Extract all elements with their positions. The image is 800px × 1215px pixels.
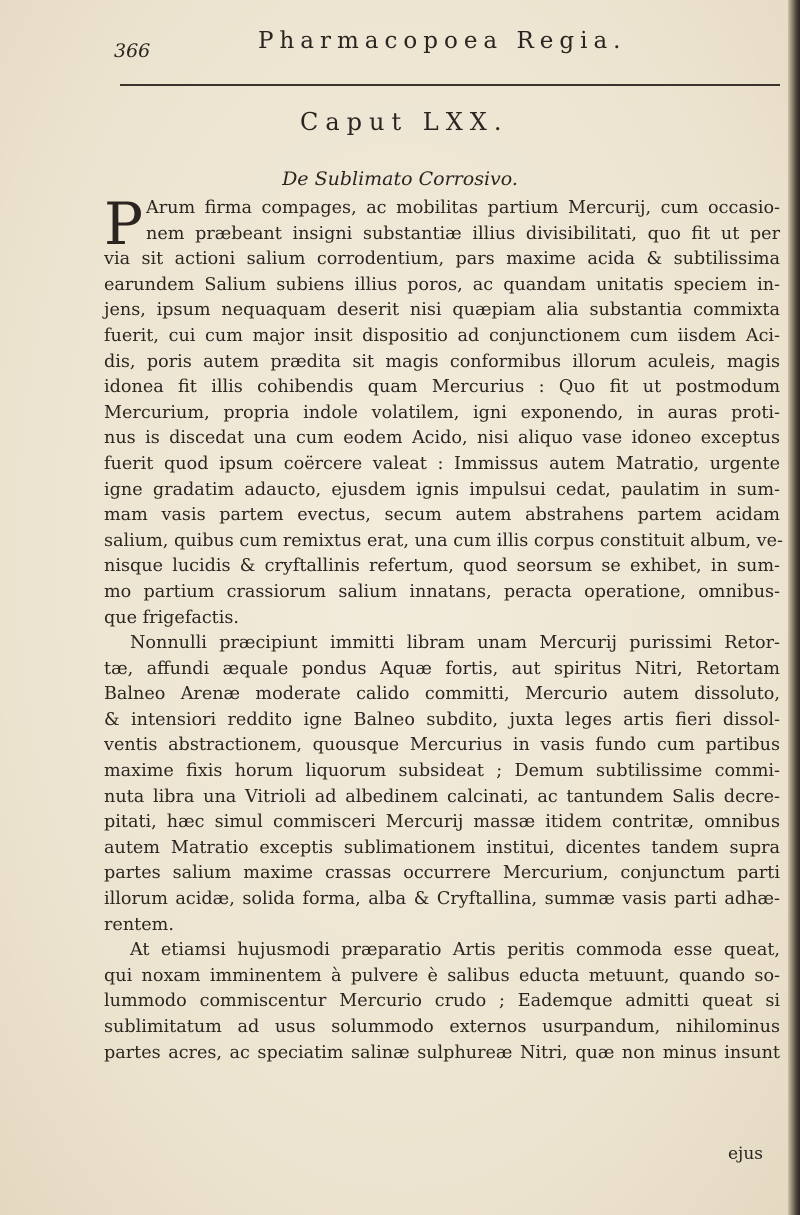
text-line: fuerit, cui cum major insit dispositio ad conjunctionem cum iisdem Aci-: [104, 325, 780, 346]
header-rule: [120, 84, 780, 86]
text-line: Nonnulli præcipiunt immitti libram unam Mercurij purissimi Retor-: [130, 633, 780, 654]
chapter-subtitle: De Sublimato Corrosivo.: [282, 168, 518, 190]
text-line: earundem Salium subiens illius poros, ac quandam unitatis speciem in-: [104, 274, 780, 295]
text-line: nus is discedat una cum eodem Acido, nisi aliquo vase idoneo exceptus: [104, 428, 780, 449]
text-line: idonea fit illis cohibendis quam Mercurius : Quo fit ut postmodum: [104, 377, 780, 398]
text-line: tæ, affundi æquale pondus Aquæ fortis, aut spiritus Nitri, Retortam: [104, 658, 780, 679]
text-line: partes acres, ac speciatim salinæ sulphureæ Nitri, quæ non minus insunt: [104, 1042, 780, 1063]
text-line: nem præbeant insigni substantiæ illius divisibilitati, quo fit ut per: [146, 223, 780, 244]
body-text: [104, 190, 783, 1066]
text-line: Balneo Arenæ moderate calido committi, Mercurio autem dissoluto,: [104, 684, 780, 705]
running-head: Pharmacopoea Regia.: [258, 28, 627, 54]
text-line: qui noxam imminentem à pulvere è salibus educta metuunt, quando so-: [104, 965, 780, 986]
text-line: Arum firma compages, ac mobilitas partium Mercurij, cum occasio-: [146, 198, 780, 218]
text-line: via sit actioni salium corrodentium, pars maxime acida & subtilissima: [104, 249, 780, 270]
text-line: fuerit quod ipsum coërcere valeat : Immissus autem Matratio, urgente: [104, 453, 780, 474]
text-line: mo partium crassiorum salium innatans, peracta operatione, omnibus-: [104, 581, 780, 602]
catchword: ejus: [728, 1144, 764, 1164]
drop-cap: P: [104, 190, 144, 258]
text-line: autem Matratio exceptis sublimationem institui, dicentes tandem supra: [104, 837, 780, 858]
text-line: At etiamsi hujusmodi præparatio Artis peritis commoda esse queat,: [130, 940, 780, 961]
text-line: partes salium maxime crassas occurrere Mercurium, conjunctum parti: [104, 863, 780, 884]
text-line: maxime fixis horum liquorum subsideat ; Demum subtilissime commi-: [104, 761, 780, 782]
text-line: mam vasis partem evectus, secum autem abstrahens partem acidam: [104, 505, 780, 526]
text-line: nuta libra una Vitrioli ad albedinem calcinati, ac tantundem Salis decre-: [104, 786, 780, 807]
text-line: lummodo commiscentur Mercurio crudo ; Eademque admitti queat si: [104, 991, 780, 1012]
text-line: nisque lucidis & cryftallinis refertum, quod seorsum se exhibet, in sum-: [104, 556, 780, 577]
text-line: illorum acidæ, solida forma, alba & Cryftallina, summæ vasis parti adhæ-: [104, 889, 780, 910]
text-line: pitati, hæc simul commisceri Mercurij massæ itidem contritæ, omnibus: [104, 812, 780, 833]
text-line: dis, poris autem prædita sit magis conformibus illorum aculeis, magis: [104, 351, 780, 372]
text-line: Mercurium, propria indole volatilem, igni exponendo, in auras proti-: [104, 402, 780, 423]
page-number: 366: [114, 40, 151, 62]
text-line: ventis abstractionem, quousque Mercurius in vasis fundo cum partibus: [104, 735, 780, 756]
text-line: jens, ipsum nequaquam deserit nisi quæpiam alia substantia commixta: [104, 300, 780, 321]
text-line: & intensiori reddito igne Balneo subdito, juxta leges artis fieri dissol-: [104, 709, 780, 730]
text-line: salium, quibus cum remixtus erat, una cum illis corpus constituit album, ve-: [104, 530, 783, 551]
text-line: que frigefactis.: [104, 607, 239, 628]
text-line: rentem.: [104, 914, 174, 935]
text-line: igne gradatim adaucto, ejusdem ignis impulsui cedat, paulatim in sum-: [104, 479, 780, 500]
text-line: sublimitatum ad usus solummodo externos usurpandum, nihilominus: [104, 1017, 780, 1037]
chapter-title: Caput LXX.: [300, 108, 509, 136]
